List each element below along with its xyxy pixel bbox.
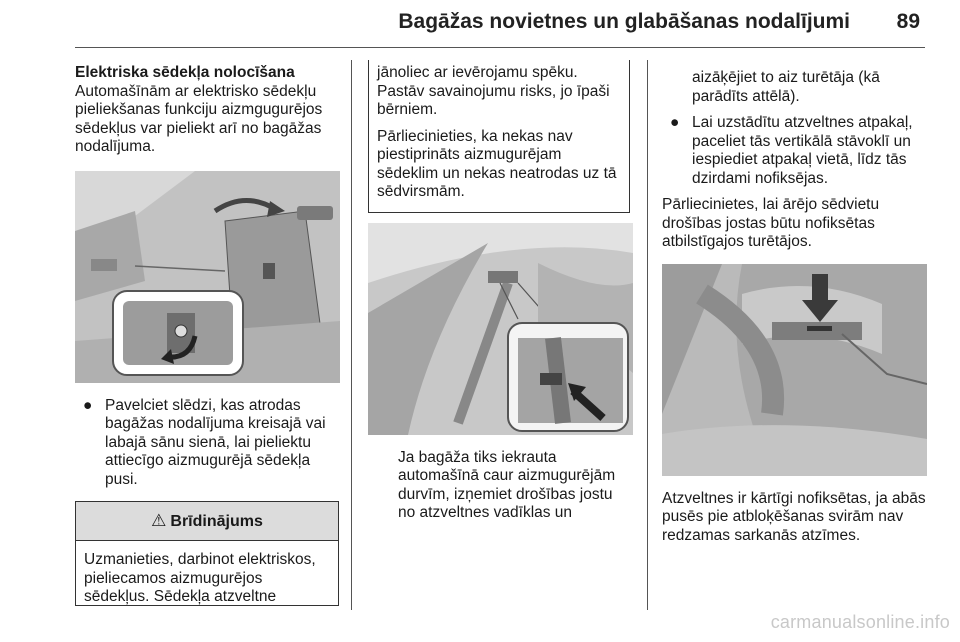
warning-box — [75, 501, 339, 606]
loading-text: Ja bagāža tiks iekrauta automašīnā caur aizmugurējām durvīm, izņemiet drošības jostu no atzveltnes vadīklas un — [398, 448, 616, 521]
seatbelt-paragraph: Pārliecinietes, lai ārējo sēdvietu drošības jostas būtu nofiksētas atbilstīgajos turētājos. — [662, 196, 880, 250]
lock-check-paragraph: Atzveltnes ir kārtīgi nofiksētas, ja abās pusēs pie atbloķēšanas svirām nav redzamas sarkanās atzīmes. — [662, 489, 926, 544]
bullet-text: Lai uzstādītu atzveltnes atpakaļ, paceliet tās vertikālā stāvoklī un iespiediet atpakaļ vietā, līdz tās dzirdami nofiksējas. — [692, 114, 913, 187]
warning-continued-text-2: Pārliecinieties, ka nekas nav piestiprināts aizmugurējam sēdeklim un nekas neatrodas uz tā sēdvirsmām. — [377, 127, 617, 200]
section-title: Elektriska sēdekļa nolocīšana — [75, 64, 295, 81]
bullet-dot: ● — [83, 396, 93, 414]
continued-text: aizāķējiet to aiz turētāja (kā parādīts attēlā). — [692, 69, 880, 105]
warning-heading: Brīdinājums — [170, 513, 263, 530]
backrest-lock-illustration — [662, 264, 927, 476]
bullet-text: Pavelciet slēdzi, kas atrodas bagāžas nodalījuma kreisajā vai labajā sānu sienā, lai pieliektu attiecīgo aizmugurējā sēdekļa pusi. — [105, 396, 326, 488]
seat-folding-switch-figure — [75, 171, 340, 383]
warning-body — [76, 541, 338, 605]
page-header-title: Bagāžas novietnes un glabāšanas nodalījumi — [398, 10, 850, 33]
column-1 — [75, 64, 340, 606]
column-3 — [662, 69, 927, 545]
page-number: 89 — [896, 10, 920, 33]
seat-folding-switch-illustration — [75, 171, 340, 383]
warning-heading-bar — [76, 502, 338, 541]
warning-continued-text-1: jānoliec ar ievērojamu spēku. Pastāv savainojumu risks, jo īpaši bērniem. — [377, 64, 610, 118]
bullet-item — [75, 397, 340, 490]
bullet-dot: ● — [670, 114, 680, 131]
warning-triangle-icon: ⚠ — [151, 511, 167, 530]
warning-box-continued — [368, 60, 630, 213]
intro-paragraph: Automašīnām ar elektrisko sēdekļu pieliekšanas funkciju aizmgugurējos sēdekļus var pieliekt arī no bagāžas nodalījuma. — [75, 82, 323, 155]
warning-text: Uzmanieties, darbinot elektriskos, pieliecamos aizmugurējos sēdekļus. Sēdekļa atzveltne — [84, 551, 316, 605]
bullet-item — [662, 114, 927, 188]
watermark: carmanualsonline.info — [770, 612, 950, 632]
seatbelt-guide-illustration — [368, 223, 633, 435]
backrest-lock-figure — [662, 264, 927, 476]
column-divider-2 — [647, 60, 648, 610]
seatbelt-guide-figure — [368, 223, 633, 435]
column-divider-1 — [351, 60, 352, 610]
header-rule — [75, 47, 925, 48]
column-2 — [368, 60, 633, 523]
